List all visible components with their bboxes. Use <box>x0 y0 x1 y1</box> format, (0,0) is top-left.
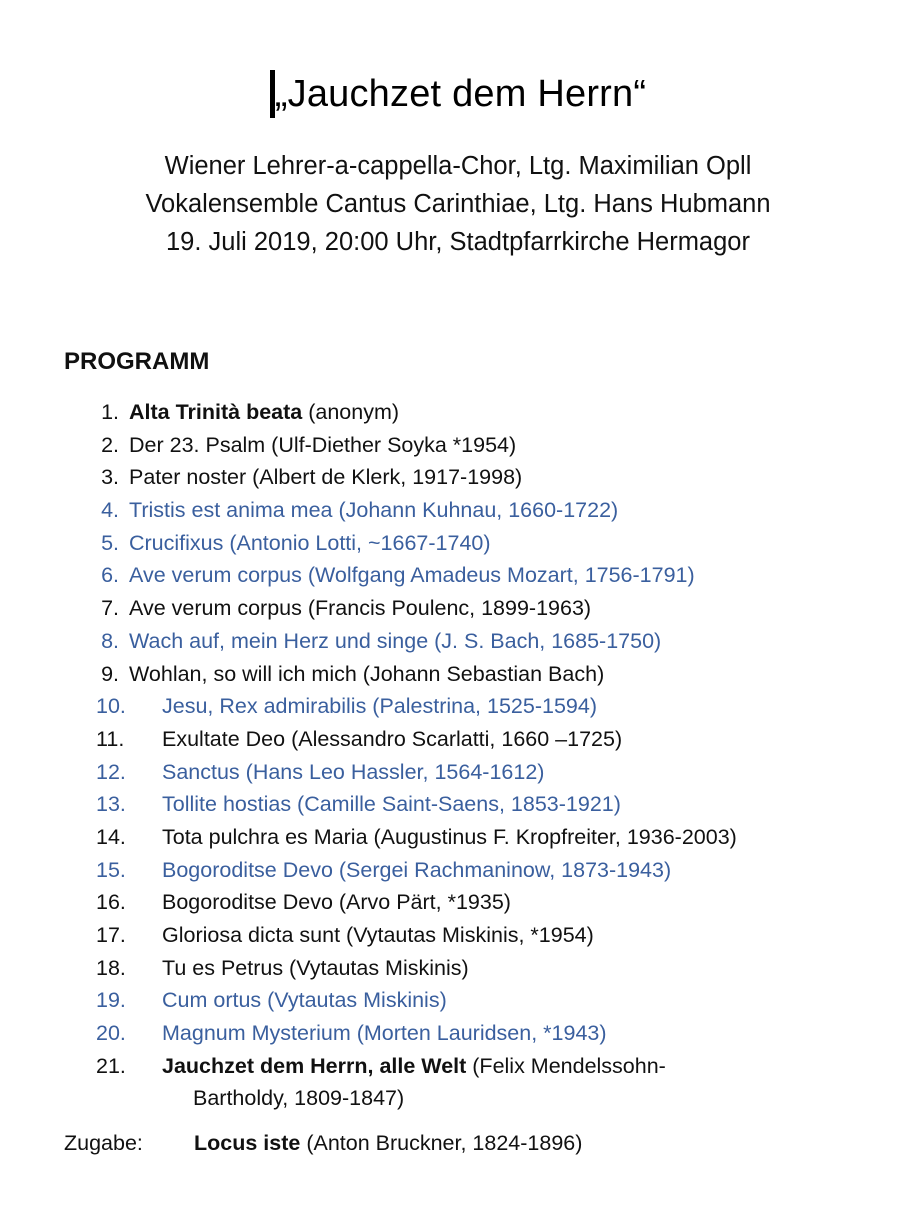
program-item-text <box>129 592 591 625</box>
program-item-number: 10. <box>96 694 126 719</box>
program-item-details: Ave verum corpus (Francis Poulenc, 1899-1963) <box>129 596 592 621</box>
program-item-number: 20. <box>96 1021 126 1046</box>
program-item <box>0 952 916 985</box>
program-item-number: 8. <box>101 628 119 653</box>
program-item-text <box>129 396 399 429</box>
encore-label: Zugabe: <box>64 1131 143 1155</box>
program-item-details: Jesu, Rex admirabilis (Palestrina, 1525-1594) <box>162 694 597 719</box>
date-venue-line: 19. Juli 2019, 20:00 Uhr, Stadtpfarrkirche Hermagor <box>166 228 750 256</box>
program-item-number: 12. <box>96 759 126 784</box>
program-item <box>0 886 916 919</box>
encore-composer: (Anton Bruckner, 1824-1896) <box>300 1131 583 1155</box>
program-item-number: 2. <box>101 432 119 457</box>
program-item-text <box>162 756 544 789</box>
program-item-number: 16. <box>96 890 126 915</box>
program-item <box>0 625 916 658</box>
program-list <box>0 396 916 1115</box>
program-item-number: 3. <box>101 465 119 490</box>
program-item-details: Tollite hostias (Camille Saint-Saens, 1853-1921) <box>162 792 621 817</box>
program-item-number: 7. <box>101 596 119 621</box>
program-item-text <box>129 625 661 658</box>
program-item <box>0 396 916 429</box>
program-item-details: (anonym) <box>302 400 400 424</box>
program-item <box>0 592 916 625</box>
title-block <box>0 70 916 118</box>
program-item-details: Magnum Mysterium (Morten Lauridsen, *1943) <box>162 1021 607 1046</box>
program-item-details: Wach auf, mein Herz und singe (J. S. Bach, 1685-1750) <box>129 628 662 653</box>
program-item-number: 15. <box>96 857 126 882</box>
program-item-text <box>129 527 491 560</box>
program-item-number: 19. <box>96 988 126 1013</box>
program-item-details: Tota pulchra es Maria (Augustinus F. Kropfreiter, 1936-2003) <box>162 824 737 849</box>
program-item <box>0 1050 916 1083</box>
program-item <box>0 723 916 756</box>
program-item-details: Ave verum corpus (Wolfgang Amadeus Mozart, 1756-1791) <box>129 563 695 588</box>
program-item <box>0 494 916 527</box>
program-item-text <box>162 952 469 985</box>
program-item <box>0 821 916 854</box>
program-item-number: 9. <box>101 661 119 686</box>
program-item <box>0 854 916 887</box>
program-item-details: Exultate Deo (Alessandro Scarlatti, 1660 –1725) <box>162 726 623 751</box>
program-item-title: Alta Trinità beata <box>129 400 303 424</box>
program-item-continuation <box>0 1082 916 1115</box>
program-heading: PROGRAMM <box>64 348 210 375</box>
program-item <box>0 461 916 494</box>
program-item-text <box>162 690 597 723</box>
program-item <box>0 559 916 592</box>
program-item-details: Bogoroditse Devo (Arvo Pärt, *1935) <box>162 890 511 915</box>
program-item-text <box>162 984 447 1017</box>
program-item-details: Tristis est anima mea (Johann Kuhnau, 1660-1722) <box>129 498 619 523</box>
program-item-details: Tu es Petrus (Vytautas Miskinis) <box>162 955 469 980</box>
program-item-text <box>129 658 604 691</box>
program-item-details: Bogoroditse Devo (Sergei Rachmaninow, 1873-1943) <box>162 857 672 882</box>
program-item-number: 18. <box>96 955 126 980</box>
program-item-number: 13. <box>96 792 126 817</box>
program-item-details: Pater noster (Albert de Klerk, 1917-1998) <box>129 465 523 490</box>
program-item-text <box>162 1050 666 1083</box>
program-item-details: (Felix Mendelssohn- <box>466 1053 666 1078</box>
program-item <box>0 1017 916 1050</box>
program-item-text <box>129 494 618 527</box>
program-item-text <box>129 559 695 592</box>
program-item-details: Wohlan, so will ich mich (Johann Sebastian Bach) <box>129 661 605 686</box>
program-item-number: 1. <box>101 400 119 424</box>
program-item-text <box>162 821 737 854</box>
encore-piece <box>194 1131 582 1156</box>
program-item-number: 11. <box>96 726 125 751</box>
program-item-text <box>129 461 522 494</box>
program-item-title: Jauchzet dem Herrn, alle Welt <box>162 1053 467 1078</box>
program-item-details: Der 23. Psalm (Ulf-Diether Soyka *1954) <box>129 432 517 457</box>
program-item-text <box>162 854 671 887</box>
program-item-details: Cum ortus (Vytautas Miskinis) <box>162 988 447 1013</box>
program-item <box>0 527 916 560</box>
program-item-continuation-text: Bartholdy, 1809-1847) <box>193 1086 405 1111</box>
program-item-details: Sanctus (Hans Leo Hassler, 1564-1612) <box>162 759 545 784</box>
program-item-details: Gloriosa dicta sunt (Vytautas Miskinis, *1954) <box>162 923 594 947</box>
program-item-text <box>162 1017 607 1050</box>
program-item-number: 17. <box>96 923 126 947</box>
program-item-number: 4. <box>101 498 119 523</box>
program-item-text <box>129 429 516 462</box>
program-item <box>0 429 916 462</box>
program-item <box>0 690 916 723</box>
program-item-number: 5. <box>101 530 119 555</box>
program-item <box>0 919 916 952</box>
concert-title: „Jauchzet dem Herrn“ <box>274 73 647 115</box>
program-item <box>0 984 916 1017</box>
program-item-details: Crucifixus (Antonio Lotti, ~1667-1740) <box>129 530 491 555</box>
program-item <box>0 788 916 821</box>
program-item-text <box>162 723 622 756</box>
choir-2-line: Vokalensemble Cantus Carinthiae, Ltg. Hans Hubmann <box>145 190 771 218</box>
program-item-text <box>162 886 511 919</box>
program-item <box>0 756 916 789</box>
program-item <box>0 658 916 691</box>
program-item-number: 21. <box>96 1053 126 1078</box>
program-item-text <box>162 788 621 821</box>
program-item-number: 6. <box>101 563 119 588</box>
program-item-number: 14. <box>96 824 126 849</box>
choir-1-line: Wiener Lehrer-a-cappella-Chor, Ltg. Maximilian Opll <box>164 152 752 180</box>
program-item-text <box>162 919 594 952</box>
encore-title: Locus iste <box>194 1131 301 1155</box>
